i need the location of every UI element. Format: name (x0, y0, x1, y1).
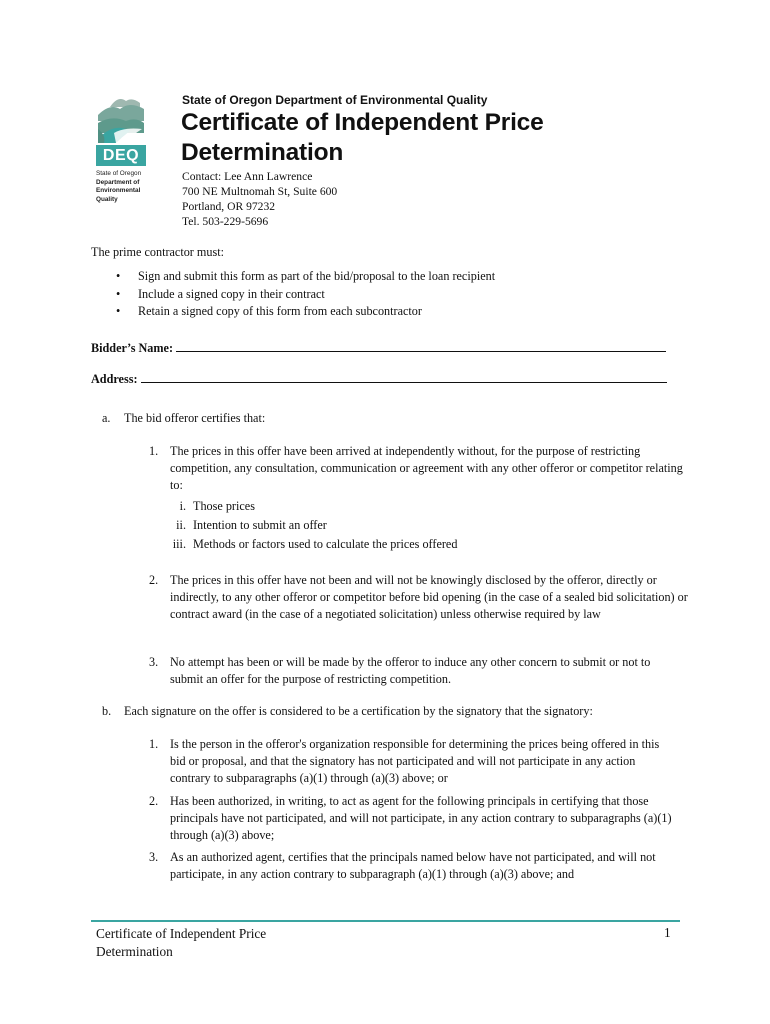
list-item (114, 303, 495, 321)
footer-divider (91, 920, 680, 922)
item-marker: 3. (149, 850, 159, 864)
logo-org-line: Environmental (96, 187, 141, 194)
logo-org-name (96, 170, 148, 204)
footer-title-line: Certificate of Independent Price (96, 926, 267, 941)
contact-address-line: Portland, OR 97232 (182, 200, 276, 213)
requirements-list (114, 268, 495, 321)
item-marker: 3. (149, 655, 159, 669)
logo-org-line: Department of (96, 178, 140, 186)
intro-text: The prime contractor must: (91, 245, 225, 259)
address-input-line[interactable] (141, 371, 667, 383)
list-item-text: Retain a signed copy of this form from each subcontractor (138, 304, 422, 318)
item-marker: 1. (149, 737, 159, 751)
bidder-name-field (91, 340, 666, 356)
footer-title (96, 925, 266, 961)
agency-name: State of Oregon Department of Environmental Quality (182, 93, 488, 107)
sub-item-marker: iii. (172, 537, 186, 551)
bullet-icon: • (116, 304, 121, 318)
section-a-marker: a. (102, 411, 111, 425)
deq-mark: DEQ (102, 147, 140, 164)
section-a-item-2: The prices in this offer have not been and will not be knowingly disclosed by the offeror, directly or indirectly, to any other offeror or competitor before bid opening (in the case of a sealed bid solicitation) or contract award (in the case of a negotiated solicitation) unless otherwise required by law (170, 573, 688, 621)
section-a-heading: The bid offeror certifies that: (124, 411, 266, 425)
section-b-item-1: Is the person in the offeror's organization responsible for determining the prices being offered in this bid or proposal, and that the signatory has not participated and will not participate in any action contrary to subparagraphs (a)(1) through (a)(3) above; or (170, 737, 660, 785)
list-item-text: Sign and submit this form as part of the bid/proposal to the loan recipient (138, 269, 496, 283)
bidder-name-label: Bidder’s Name: (91, 341, 174, 355)
sub-item-marker: i. (179, 499, 186, 513)
item-marker: 2. (149, 794, 159, 808)
address-label: Address: (91, 372, 138, 386)
contact-name: Contact: Lee Ann Lawrence (182, 170, 313, 183)
contact-block (182, 169, 337, 229)
footer-title-line: Determination (96, 944, 173, 959)
sub-item-text: Intention to submit an offer (193, 518, 327, 532)
contact-phone: Tel. 503-229-5696 (182, 215, 269, 228)
bidder-name-input-line[interactable] (176, 340, 666, 352)
section-b-item-2: Has been authorized, in writing, to act as agent for the following principals in certifying that those principals have not participated, and will not participate, in any action contrary to subparagraphs (a)(1) through (a)(3) above; (170, 794, 672, 842)
page-number: 1 (664, 925, 671, 940)
section-a-item-1: The prices in this offer have been arrived at independently without, for the purpose of restricting competition, any consultation, communication or agreement with any other offeror or competitor relating to: (170, 444, 683, 492)
item-marker: 2. (149, 573, 159, 587)
deq-logo (96, 93, 148, 204)
logo-org-line: Quality (96, 195, 118, 203)
sub-item-marker: ii. (176, 518, 186, 532)
section-b-heading: Each signature on the offer is considered to be a certification by the signatory that the signatory: (124, 704, 593, 718)
sub-item-text: Methods or factors used to calculate the prices offered (193, 537, 458, 551)
list-item (114, 286, 495, 304)
page-title (181, 108, 601, 168)
list-item (114, 268, 495, 286)
title-line: Certificate of Independent Price (181, 109, 544, 136)
bullet-icon: • (116, 286, 121, 301)
title-line: Determination (181, 139, 344, 166)
list-item-text: Include a signed copy in their contract (138, 286, 325, 301)
logo-org-line: State of Oregon (96, 170, 142, 177)
address-field (91, 371, 667, 387)
sub-item-text: Those prices (193, 499, 255, 513)
bullet-icon: • (116, 269, 121, 283)
section-a-item-3: No attempt has been or will be made by the offeror to induce any other concern to submit or not to submit an offer for the purpose of restricting competition. (170, 655, 651, 686)
contact-address-line: 700 NE Multnomah St, Suite 600 (182, 185, 338, 198)
section-b-item-3: As an authorized agent, certifies that the principals named below have not participated, and will not participate, in any action contrary to subparagraph (a)(1) through (a)(3) above; and (170, 850, 656, 881)
item-marker: 1. (149, 444, 159, 458)
section-b-marker: b. (102, 704, 112, 718)
